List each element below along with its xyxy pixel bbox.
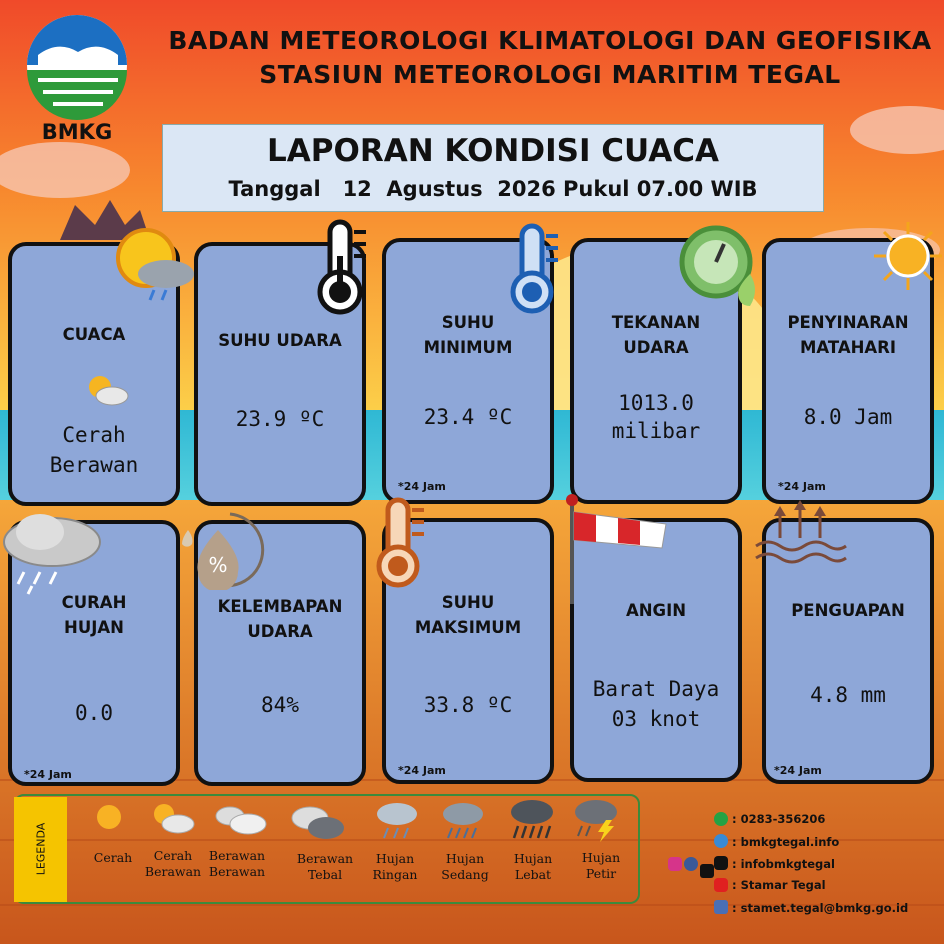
legend-item-cerah-berawan: Cerah Berawan — [144, 848, 202, 879]
legend-cerah-berawan-icon — [150, 802, 196, 836]
contact-web[interactable]: : bmkgtegal.info — [732, 835, 840, 849]
report-title: LAPORAN KONDISI CUACA — [267, 133, 719, 169]
sun-rain-cloud-icon — [108, 222, 198, 302]
evaporation-icon — [752, 498, 848, 570]
suhu-maksimum-value: 33.8 ºC — [423, 693, 513, 717]
legend-tab — [14, 797, 67, 902]
sun-icon — [872, 220, 944, 292]
facebook-icon — [684, 857, 698, 871]
legend-item-hujan-lebat: Hujan Lebat — [513, 851, 553, 882]
angin-value-1: Barat Daya — [592, 677, 720, 701]
penyinaran-note: *24 Jam — [778, 480, 826, 493]
legend-tab-label: LEGENDA — [34, 822, 48, 876]
phone-icon — [714, 812, 728, 826]
suhu-minimum-label-1: SUHU — [441, 313, 495, 332]
suhu-maksimum-note: *24 Jam — [398, 764, 446, 777]
youtube-icon — [714, 878, 728, 892]
legend-item-hujan-ringan: Hujan Ringan — [372, 851, 418, 882]
penguapan-label: PENGUAPAN — [791, 601, 905, 620]
penyinaran-label-1: PENYINARAN — [787, 313, 909, 332]
kelembapan-label-2: UDARA — [247, 622, 313, 641]
penguapan-note: *24 Jam — [774, 764, 822, 777]
suhu-udara-value: 23.9 ºC — [235, 407, 325, 431]
suhu-minimum-note: *24 Jam — [398, 480, 446, 493]
tiktok-icon — [714, 856, 728, 870]
legend-hujan-sedang-icon — [440, 800, 486, 842]
suhu-minimum-value: 23.4 ºC — [423, 405, 513, 429]
suhu-udara-label: SUHU UDARA — [218, 331, 342, 350]
globe-icon — [714, 834, 728, 848]
curah-hujan-value: 0.0 — [75, 701, 113, 725]
tekanan-label-1: TEKANAN — [611, 313, 701, 332]
suhu-maksimum-label-1: SUHU — [441, 593, 495, 612]
report-date: Tanggal 12 Agustus 2026 Pukul 07.00 WIB — [228, 177, 758, 201]
contact-email[interactable]: : stamet.tegal@bmkg.go.id — [732, 901, 909, 915]
tekanan-value-2: milibar — [611, 419, 701, 443]
thermometer-low-icon — [506, 220, 566, 316]
legend-item-cerah: Cerah — [93, 850, 133, 865]
contact-youtube[interactable]: : Stamar Tegal — [732, 878, 826, 892]
svg-text:%: % — [208, 553, 228, 577]
email-icon — [714, 900, 728, 914]
angin-value-2: 03 knot — [611, 707, 701, 731]
curah-hujan-label-1: CURAH — [61, 593, 127, 612]
penguapan-value: 4.8 mm — [810, 683, 886, 707]
legend-hujan-ringan-icon — [374, 800, 420, 842]
legend-cerah-icon — [94, 802, 124, 832]
penyinaran-label-2: MATAHARI — [799, 338, 897, 357]
curah-hujan-label-2: HUJAN — [64, 618, 124, 637]
kelembapan-label-1: KELEMBAPAN — [217, 597, 343, 616]
pressure-gauge-icon — [676, 222, 770, 314]
legend-hujan-lebat-icon — [508, 798, 556, 842]
legend-berawan-icon — [212, 802, 268, 836]
suhu-minimum-label-2: MINIMUM — [423, 338, 513, 357]
legend-berawan-tebal-icon — [290, 802, 346, 842]
legend-hujan-petir-icon — [572, 798, 624, 842]
sun-cloud-icon — [82, 372, 132, 408]
bmkg-logo — [18, 10, 136, 145]
cuaca-value-1: Cerah — [62, 423, 126, 447]
thermometer-high-icon — [372, 494, 432, 590]
contact-social[interactable]: : infobmkgtegal — [732, 857, 835, 871]
thermometer-icon — [314, 216, 374, 316]
logo-text: BMKG — [41, 120, 113, 144]
station-name: STASIUN METEOROLOGI MARITIM TEGAL — [259, 60, 841, 89]
rain-cloud-icon — [0, 510, 104, 596]
agency-name: BADAN METEOROLOGI KLIMATOLOGI DAN GEOFISIKA — [168, 26, 932, 55]
x-icon — [700, 864, 714, 878]
cuaca-value-2: Berawan — [49, 453, 139, 477]
tekanan-label-2: UDARA — [623, 338, 689, 357]
curah-hujan-note: *24 Jam — [24, 768, 72, 781]
legend-item-berawan-tebal: Berawan Tebal — [296, 851, 354, 882]
contact-phone: : 0283-356206 — [732, 812, 826, 826]
legend-item-hujan-sedang: Hujan Sedang — [441, 851, 489, 882]
legend-item-berawan: Berawan Berawan — [208, 848, 266, 879]
penyinaran-value: 8.0 Jam — [803, 405, 893, 429]
cuaca-label: CUACA — [62, 325, 126, 344]
legend-item-hujan-petir: Hujan Petir — [581, 850, 621, 881]
humidity-icon — [180, 504, 270, 590]
tekanan-value-1: 1013.0 — [618, 391, 694, 415]
suhu-maksimum-label-2: MAKSIMUM — [414, 618, 522, 637]
report-title-box — [162, 124, 824, 212]
instagram-icon — [668, 857, 682, 871]
angin-label: ANGIN — [625, 601, 687, 620]
windsock-icon — [562, 490, 674, 606]
kelembapan-value: 84% — [261, 693, 299, 717]
